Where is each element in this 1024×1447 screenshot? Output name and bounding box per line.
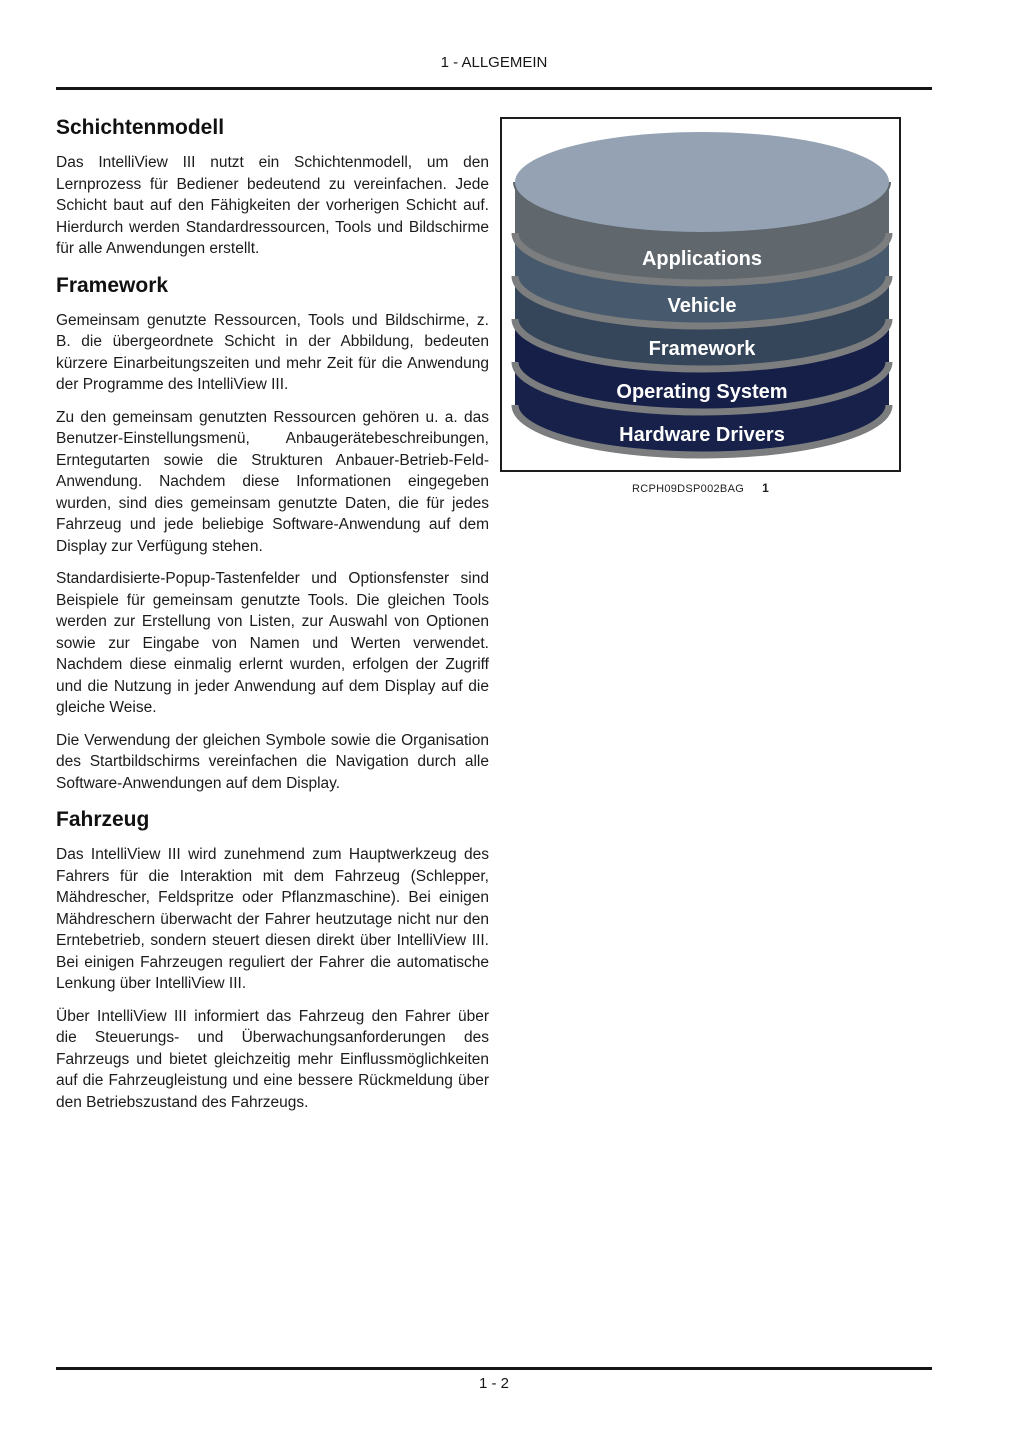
paragraph-framework-1: Gemeinsam genutzte Ressourcen, Tools und Bildschirme, z. B. die übergeordnete Schicht in der Abbildung, bedeuten kürzere Einarbeitungszeiten und mehr Zeit für die Anwendung der Programme des IntelliView III. [56,311,489,393]
running-header: 1 - ALLGEMEIN [440,54,548,71]
figure-region [500,117,901,495]
layer-label-vehicle: Vehicle [667,295,737,317]
layer-label-hardware-drivers: Hardware Drivers [619,424,785,446]
cylinder-top-face [515,132,889,232]
page-number: 1 - 2 [478,1375,509,1392]
layer-label-framework: Framework [648,338,756,360]
figure-caption-code: RCPH09DSP002BAG [631,483,745,495]
paragraph-framework-2: Zu den gemeinsam genutzten Ressourcen gehören u. a. das Benutzer-Einstellungsmenü, Anbaugerätebeschreibungen, Erntegutarten sowie die Strukturen Anbauer-Betrieb-Feld-Anwendung. Nachdem diese Informationen eingegeben wurden, sind dies gemeinsam genutzte Daten, die für jedes Fahrzeug und jede beliebige Software-Anwendung auf dem Display zur Verfügung stehen. [56,408,489,555]
header-rule [56,87,932,90]
paragraph-fahrzeug-1: Das IntelliView III wird zunehmend zum Hauptwerkzeug des Fahrers für die Interaktion mit dem Fahrzeug (Schlepper, Mähdrescher, Feldspritze oder Pflanzmaschine). Bei einigen Mähdreschern überwacht der Fahrer heutzutage nicht nur den Erntebetrieb, sondern steuert diesen direkt über IntelliView III. Bei einigen Fahrzeugen reguliert der Fahrer die automatische Lenkung über IntelliView III. [56,846,489,992]
layer-model-diagram [500,117,901,472]
layer-label-applications: Applications [641,248,763,270]
paragraph-framework-3: Standardisierte-Popup-Tastenfelder und Optionsfenster sind Beispiele für gemeinsam genutzte Tools. Die gleichen Tools werden zur Erstellung von Listen, zur Auswahl von Optionen sowie zur Eingabe von Namen und Werten verwendet. Nachdem diese einmalig erlernt wurden, erfolgen der Zugriff und die Nutzung in jeder Anwendung auf dem Display auf die gleiche Weise. [56,570,489,716]
heading-schichtenmodell: Schichtenmodell [56,116,225,139]
paragraph-schichtenmodell-1: Das IntelliView III nutzt ein Schichtenmodell, um den Lernprozess für Bediener bedeutend zu vereinfachen. Jede Schicht baut auf den Fähigkeiten der vorherigen Schicht auf. Hierdurch werden Standardressourcen, Tools und Bildschirme für alle Anwendungen erstellt. [56,154,489,257]
footer-rule [56,1367,932,1370]
paragraph-fahrzeug-2: Über IntelliView III informiert das Fahrzeug den Fahrer über die Steuerungs- und Überwachungsanforderungen des Fahrzeugs und bietet gleichzeitig mehr Einflussmöglichkeiten auf die Fahrzeugleistung und eine bessere Rückmeldung über den Betriebszustand des Fahrzeugs. [56,1007,489,1111]
heading-framework: Framework [56,273,169,297]
figure-number: 1 [762,481,770,495]
heading-fahrzeug: Fahrzeug [56,808,150,831]
paragraph-framework-4: Die Verwendung der gleichen Symbole sowie die Organisation des Startbildschirms vereinfachen die Navigation durch alle Software-Anwendungen auf dem Display. [56,731,489,792]
layer-cylinder-illustration [502,119,899,470]
layer-label-operating-system: Operating System [616,381,788,403]
figure-caption [500,481,901,495]
body-column [56,116,489,1124]
